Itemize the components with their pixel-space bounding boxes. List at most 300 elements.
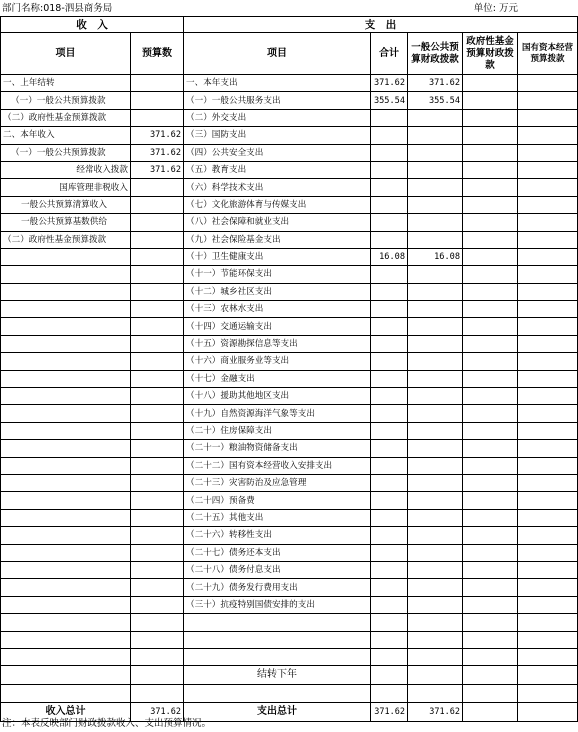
income-item-cell: 二、本年收入 (1, 127, 131, 144)
expense-fund-cell (463, 388, 518, 405)
expense-state-cell (518, 422, 578, 439)
expense-total-cell (371, 127, 408, 144)
table-row (1, 335, 578, 352)
expense-fund-cell (463, 92, 518, 109)
col-total: 合计 (371, 33, 408, 75)
expense-fund-cell (463, 179, 518, 196)
expense-total-cell (371, 561, 408, 578)
table-row (1, 196, 578, 213)
expense-state-cell (518, 92, 578, 109)
income-budget-cell (131, 509, 184, 526)
expense-fund-cell (463, 440, 518, 457)
expense-state-cell (518, 631, 578, 648)
expense-item-cell: （十）卫生健康支出 (184, 248, 371, 265)
expense-item-cell: （八）社会保障和就业支出 (184, 214, 371, 231)
income-item-cell (1, 353, 131, 370)
expense-state-cell (518, 614, 578, 631)
income-budget-cell (131, 457, 184, 474)
expense-fund-cell (463, 353, 518, 370)
expense-fund-cell (463, 109, 518, 126)
expense-total-cell (371, 353, 408, 370)
expense-fund-cell (463, 631, 518, 648)
income-item-cell: 国库管理非税收入 (1, 179, 131, 196)
expense-fund-cell (463, 231, 518, 248)
expense-item-cell: （十五）资源勘探信息等支出 (184, 335, 371, 352)
table-row (1, 561, 578, 578)
col-income-item: 项目 (1, 33, 131, 75)
expense-general-cell (408, 614, 463, 631)
expense-general-cell (408, 509, 463, 526)
income-budget-cell (131, 527, 184, 544)
expense-item-cell: （七）文化旅游体育与传媒支出 (184, 196, 371, 213)
expense-total-cell (371, 109, 408, 126)
expense-total-cell (371, 335, 408, 352)
income-budget-cell (131, 196, 184, 213)
expense-item-cell: （二十七）债务还本支出 (184, 544, 371, 561)
table-row (1, 370, 578, 387)
income-item-cell: 一般公共预算清算收入 (1, 196, 131, 213)
expense-general-cell (408, 266, 463, 283)
expense-item-cell (184, 614, 371, 631)
income-item-cell: 一般公共预算基数供给 (1, 214, 131, 231)
expense-total-cell (371, 266, 408, 283)
expense-general-cell (408, 579, 463, 596)
income-budget-cell (131, 474, 184, 491)
income-item-cell (1, 301, 131, 318)
income-budget-cell (131, 75, 184, 92)
table-row (1, 214, 578, 231)
empty-cell (463, 666, 518, 685)
empty-cell (1, 685, 131, 702)
expense-total-cell (371, 405, 408, 422)
empty-cell (463, 702, 518, 721)
expense-item-cell: 一、本年支出 (184, 75, 371, 92)
expense-total-cell (371, 214, 408, 231)
income-item-cell (1, 283, 131, 300)
expense-total-cell (371, 492, 408, 509)
expense-general-cell (408, 596, 463, 613)
income-budget-cell (131, 92, 184, 109)
income-budget-cell: 371.62 (131, 144, 184, 161)
expense-state-cell (518, 648, 578, 665)
expense-fund-cell (463, 370, 518, 387)
expense-general-cell (408, 214, 463, 231)
expense-item-cell: （二十六）转移性支出 (184, 527, 371, 544)
table-row (1, 231, 578, 248)
table-row (1, 405, 578, 422)
income-item-cell (1, 440, 131, 457)
income-budget-cell (131, 579, 184, 596)
expense-state-cell (518, 492, 578, 509)
expense-total-cell (371, 648, 408, 665)
expense-fund-cell (463, 75, 518, 92)
expense-general-cell (408, 318, 463, 335)
expense-item-cell: （十二）城乡社区支出 (184, 283, 371, 300)
expense-general-cell: 16.08 (408, 248, 463, 265)
expense-fund-cell (463, 527, 518, 544)
income-item-cell: （二）政府性基金预算拨款 (1, 231, 131, 248)
income-item-cell: 一、上年结转 (1, 75, 131, 92)
expense-total-label: 支出总计 (184, 702, 371, 721)
expense-general-cell: 355.54 (408, 92, 463, 109)
table-row (1, 283, 578, 300)
expense-item-cell: （一）一般公共服务支出 (184, 92, 371, 109)
carry-forward-row (1, 666, 578, 685)
expense-general-cell (408, 457, 463, 474)
expense-item-cell: （二十一）粮油物资储备支出 (184, 440, 371, 457)
expense-general-cell (408, 388, 463, 405)
income-item-cell (1, 544, 131, 561)
expense-fund-cell (463, 248, 518, 265)
expense-general-cell (408, 440, 463, 457)
empty-cell (131, 685, 184, 702)
expense-item-cell (184, 631, 371, 648)
expense-state-cell (518, 440, 578, 457)
income-budget-cell: 371.62 (131, 127, 184, 144)
expense-fund-cell (463, 301, 518, 318)
expense-general-cell (408, 301, 463, 318)
income-budget-cell (131, 353, 184, 370)
empty-cell (408, 666, 463, 685)
expense-total-cell (371, 527, 408, 544)
table-row (1, 492, 578, 509)
income-budget-cell (131, 109, 184, 126)
expense-item-cell: （十一）节能环保支出 (184, 266, 371, 283)
expense-state-cell (518, 335, 578, 352)
expense-state-cell (518, 596, 578, 613)
expense-fund-cell (463, 161, 518, 178)
table-row (1, 301, 578, 318)
empty-cell (518, 666, 578, 685)
income-item-cell (1, 335, 131, 352)
expense-state-cell (518, 214, 578, 231)
expense-fund-cell (463, 614, 518, 631)
column-header-row (1, 33, 578, 75)
table-row (1, 127, 578, 144)
income-budget-cell (131, 648, 184, 665)
income-item-cell (1, 579, 131, 596)
expense-total-cell (371, 370, 408, 387)
expense-fund-cell (463, 596, 518, 613)
expense-item-cell: （二）外交支出 (184, 109, 371, 126)
expense-state-cell (518, 248, 578, 265)
expense-total-general: 371.62 (408, 702, 463, 721)
col-state-capital: 国有资本经营预算拨款 (518, 33, 578, 75)
expense-total-cell: 355.54 (371, 92, 408, 109)
expense-total-cell (371, 509, 408, 526)
table-row (1, 631, 578, 648)
expense-total-cell (371, 544, 408, 561)
expense-general-cell (408, 127, 463, 144)
expense-fund-cell (463, 127, 518, 144)
income-item-cell (1, 248, 131, 265)
expense-general-cell (408, 283, 463, 300)
income-budget-cell (131, 266, 184, 283)
expense-fund-cell (463, 492, 518, 509)
income-budget-cell (131, 422, 184, 439)
expense-total-cell (371, 614, 408, 631)
table-row (1, 474, 578, 491)
expense-item-cell: （二十九）债务发行费用支出 (184, 579, 371, 596)
income-total-label: 收入总计 (1, 702, 131, 721)
income-item-cell (1, 614, 131, 631)
expense-general-cell (408, 405, 463, 422)
table-row (1, 685, 578, 702)
expense-item-cell: （十八）援助其他地区支出 (184, 388, 371, 405)
expense-fund-cell (463, 144, 518, 161)
expense-general-cell (408, 196, 463, 213)
expense-item-cell: （十六）商业服务业等支出 (184, 353, 371, 370)
income-budget-cell (131, 492, 184, 509)
expense-fund-cell (463, 214, 518, 231)
empty-cell (408, 685, 463, 702)
income-item-cell (1, 474, 131, 491)
income-item-cell (1, 318, 131, 335)
budget-table (0, 16, 578, 722)
expense-general-cell (408, 561, 463, 578)
table-row (1, 179, 578, 196)
expense-fund-cell (463, 405, 518, 422)
expense-state-cell (518, 509, 578, 526)
expense-item-cell: （九）社会保险基金支出 (184, 231, 371, 248)
expense-state-cell (518, 283, 578, 300)
income-item-cell (1, 596, 131, 613)
expense-total-value: 371.62 (371, 702, 408, 721)
expense-item-cell: （四）公共安全支出 (184, 144, 371, 161)
footnote: 注：本表反映部门财政拨款收入、支出预算情况。 (2, 718, 212, 729)
expense-state-cell (518, 109, 578, 126)
expense-item-cell: （二十）住房保障支出 (184, 422, 371, 439)
expense-item-cell: （十七）金融支出 (184, 370, 371, 387)
table-row (1, 109, 578, 126)
expense-general-cell (408, 422, 463, 439)
income-item-cell (1, 422, 131, 439)
expense-state-cell (518, 144, 578, 161)
expense-fund-cell (463, 509, 518, 526)
table-row (1, 144, 578, 161)
table-row (1, 579, 578, 596)
col-budget: 预算数 (131, 33, 184, 75)
expense-item-cell: （十三）农林水支出 (184, 301, 371, 318)
income-item-cell (1, 370, 131, 387)
expense-general-cell (408, 527, 463, 544)
expense-fund-cell (463, 457, 518, 474)
expense-general-cell (408, 109, 463, 126)
income-budget-cell: 371.62 (131, 161, 184, 178)
expense-item-cell: （十九）自然资源海洋气象等支出 (184, 405, 371, 422)
table-row (1, 161, 578, 178)
unit-label: 单位: 万元 (473, 3, 518, 14)
income-item-cell: 经常收入拨款 (1, 161, 131, 178)
income-budget-cell (131, 335, 184, 352)
expense-fund-cell (463, 196, 518, 213)
expense-state-cell (518, 370, 578, 387)
income-budget-cell (131, 544, 184, 561)
empty-cell (184, 685, 371, 702)
income-budget-cell (131, 631, 184, 648)
expense-fund-cell (463, 579, 518, 596)
expense-state-cell (518, 527, 578, 544)
expense-state-cell (518, 196, 578, 213)
expense-item-cell: （十四）交通运输支出 (184, 318, 371, 335)
expense-item-cell: （二十二）国有资本经营收入安排支出 (184, 457, 371, 474)
empty-cell (131, 666, 184, 685)
carry-forward-label: 结转下年 (184, 666, 371, 685)
expense-total-cell (371, 283, 408, 300)
expense-fund-cell (463, 335, 518, 352)
expense-item-cell: （二十五）其他支出 (184, 509, 371, 526)
expense-total-cell: 16.08 (371, 248, 408, 265)
income-section-title: 收 入 (1, 17, 184, 33)
income-budget-cell (131, 248, 184, 265)
expense-total-cell (371, 388, 408, 405)
expense-total-cell: 371.62 (371, 75, 408, 92)
expense-general-cell (408, 144, 463, 161)
col-expense-item: 项目 (184, 33, 371, 75)
expense-general-cell (408, 492, 463, 509)
income-budget-cell (131, 318, 184, 335)
expense-item-cell: （三十）抗疫特别国债安排的支出 (184, 596, 371, 613)
section-header-row (1, 17, 578, 33)
expense-state-cell (518, 474, 578, 491)
expense-state-cell (518, 266, 578, 283)
expense-section-title: 支 出 (184, 17, 578, 33)
expense-item-cell (184, 648, 371, 665)
table-row (1, 596, 578, 613)
expense-general-cell (408, 474, 463, 491)
income-item-cell (1, 631, 131, 648)
expense-general-cell (408, 335, 463, 352)
income-budget-cell (131, 301, 184, 318)
table-row (1, 92, 578, 109)
table-row (1, 648, 578, 665)
income-item-cell (1, 509, 131, 526)
table-row (1, 388, 578, 405)
empty-cell (371, 685, 408, 702)
income-total-value: 371.62 (131, 702, 184, 721)
expense-state-cell (518, 353, 578, 370)
expense-fund-cell (463, 544, 518, 561)
income-budget-cell (131, 405, 184, 422)
expense-fund-cell (463, 422, 518, 439)
income-budget-cell (131, 596, 184, 613)
table-row (1, 248, 578, 265)
expense-total-cell (371, 579, 408, 596)
empty-cell (518, 685, 578, 702)
expense-state-cell (518, 179, 578, 196)
income-item-cell: （一）一般公共预算拨款 (1, 92, 131, 109)
income-item-cell (1, 527, 131, 544)
expense-state-cell (518, 405, 578, 422)
expense-general-cell (408, 544, 463, 561)
expense-general-cell: 371.62 (408, 75, 463, 92)
table-row (1, 440, 578, 457)
expense-fund-cell (463, 474, 518, 491)
income-item-cell (1, 388, 131, 405)
expense-state-cell (518, 579, 578, 596)
empty-cell (518, 702, 578, 721)
expense-total-cell (371, 231, 408, 248)
expense-total-cell (371, 196, 408, 213)
expense-total-cell (371, 144, 408, 161)
income-budget-cell (131, 614, 184, 631)
income-item-cell: （一）一般公共预算拨款 (1, 144, 131, 161)
header-line (2, 2, 576, 16)
expense-general-cell (408, 370, 463, 387)
table-row (1, 422, 578, 439)
income-budget-cell (131, 283, 184, 300)
expense-item-cell: （二十四）预备费 (184, 492, 371, 509)
income-item-cell (1, 648, 131, 665)
income-budget-cell (131, 231, 184, 248)
expense-state-cell (518, 457, 578, 474)
expense-state-cell (518, 318, 578, 335)
expense-total-cell (371, 422, 408, 439)
expense-item-cell: （二十八）债务付息支出 (184, 561, 371, 578)
expense-item-cell: （五）教育支出 (184, 161, 371, 178)
col-general-budget: 一般公共预算财政拨款 (408, 33, 463, 75)
income-budget-cell (131, 370, 184, 387)
income-item-cell (1, 561, 131, 578)
income-budget-cell (131, 561, 184, 578)
department-name: 部门名称:018-泗县商务局 (2, 3, 113, 14)
expense-fund-cell (463, 648, 518, 665)
expense-state-cell (518, 544, 578, 561)
expense-item-cell: （二十三）灾害防治及应急管理 (184, 474, 371, 491)
expense-state-cell (518, 127, 578, 144)
table-row (1, 509, 578, 526)
expense-general-cell (408, 161, 463, 178)
expense-total-cell (371, 631, 408, 648)
empty-cell (463, 685, 518, 702)
expense-general-cell (408, 648, 463, 665)
income-item-cell (1, 457, 131, 474)
expense-state-cell (518, 161, 578, 178)
expense-total-cell (371, 440, 408, 457)
expense-item-cell: （三）国防支出 (184, 127, 371, 144)
expense-general-cell (408, 231, 463, 248)
income-item-cell (1, 405, 131, 422)
expense-state-cell (518, 231, 578, 248)
expense-general-cell (408, 179, 463, 196)
empty-cell (1, 666, 131, 685)
expense-fund-cell (463, 283, 518, 300)
expense-fund-cell (463, 318, 518, 335)
income-item-cell (1, 492, 131, 509)
income-budget-cell (131, 179, 184, 196)
table-row (1, 75, 578, 92)
expense-fund-cell (463, 266, 518, 283)
expense-total-cell (371, 179, 408, 196)
expense-state-cell (518, 301, 578, 318)
table-row (1, 527, 578, 544)
table-row (1, 614, 578, 631)
table-row (1, 353, 578, 370)
expense-state-cell (518, 561, 578, 578)
expense-state-cell (518, 75, 578, 92)
empty-cell (371, 666, 408, 685)
expense-total-cell (371, 596, 408, 613)
expense-general-cell (408, 631, 463, 648)
expense-total-cell (371, 161, 408, 178)
income-item-cell (1, 266, 131, 283)
col-fund-budget: 政府性基金预算财政拨款 (463, 33, 518, 75)
table-row (1, 544, 578, 561)
table-row (1, 457, 578, 474)
expense-total-cell (371, 474, 408, 491)
expense-total-cell (371, 318, 408, 335)
income-budget-cell (131, 214, 184, 231)
